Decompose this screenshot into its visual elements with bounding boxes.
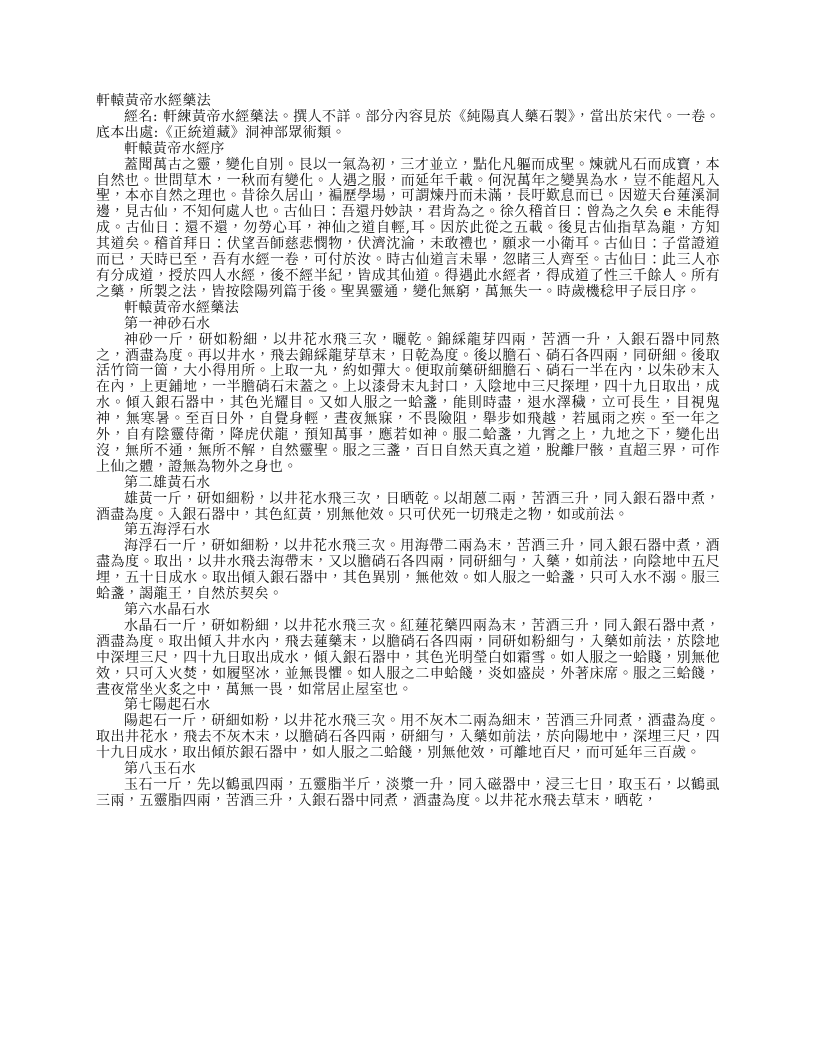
section-body-8-yushi: 玉石一斤，先以鶴虱四兩，五靈脂半斤，淡漿一升，同入磁器中，浸三七日，取玉石，以鶴虱三兩，五靈脂四兩，苦酒三升，入銀石器中同煮，酒盡為度。以井花水飛去草末，晒乾， — [96, 776, 720, 809]
section-body-6-shuijingshi: 水晶石一斤，研如粉細，以井花水飛三次。紅蓮花藥四兩為末，苦酒三升，同入銀石器中煮，酒盡為度。取出傾入井水內，飛去蓮藥末，以膽硝石各四兩，同研如粉細勻，入藥如前法，於陰地中深埋三尺，四十九日取出成水，傾入銀石器中，其色光明瑩白如霜雪。如人服之一蛤賤，別無他效，只可入火焚，如履堅冰，並無畏懼。如人服之二申蛤餞，炎如盛炭，外著床席。服之三蛤餞，晝夜常坐火炙之中，萬無一畏，如常居止屋室也。 — [96, 617, 720, 698]
section-heading-1-shensha: 第一神砂石水 — [124, 315, 211, 332]
section-heading-8-yushi: 第八玉石水 — [124, 761, 196, 778]
preface-heading: 軒轅黃帝水經序 — [124, 140, 225, 157]
section-heading-6-shuijingshi: 第六水晶石水 — [124, 602, 211, 618]
section-heading-2-xionghuang: 第二雄黃石水 — [124, 474, 211, 491]
document-title: 軒轅黃帝水經藥法 — [96, 93, 212, 109]
scripture-title: 軒轅黃帝水經藥法 — [124, 299, 240, 316]
bibliographic-note: 經名: 軒練黃帝水經藥法。撰人不詳。部分內容見於《純陽真人藥石製》，當出於宋代。一卷。底本出處:《正統道藏》洞神部眾術類。 — [96, 108, 720, 141]
section-heading-5-haifushi: 第五海浮石水 — [124, 522, 211, 539]
preface-body: 蓋聞萬古之靈，變化自別。艮以一氣為初，三才並立，點化凡軀而成聖。煉就凡石而成寶，本自然也。世問草木，一秋而有變化。人遇之服，而延年千載。何況萬年之變異為水，豈不能超凡入聖，本亦自然之理也。昔徐久居山，褊歷學場，可謂煉丹而未滿，長吁歎息而已。因遊天台蓮溪洞邊，見古仙，不知何處人也。古仙曰：吾還丹妙訣，君肯為之。徐久稽首曰：曾為之久矣 e 未能得成。古仙日：還不還，勿勞心耳，神仙之道自輕,耳。因於此從之五載。後見古仙指草為龍，方知其道矣。稽首拜日：伏望吾師慈悲憫物，伏濟沈淪，未敢禮也，願求一小衛耳。古仙日：子當證道而已，天時已至，吾有水經一卷，可付於汝。時古仙道言未畢，忽睹三人齊至。古仙曰：此三人亦有分成道，授於四人水經，後不經半紀，皆成其仙道。得遇此水經者，得成道了性三千餘人。所有之藥，所製之法，皆按陰陽列篇于後。聖異靈通，變化無窮，萬無失一。時歲機稔甲子辰日序。 — [96, 156, 720, 300]
section-heading-7-yangqishi: 第七陽起石水 — [124, 697, 211, 714]
section-body-5-haifushi: 海浮石一斤，研如細粉，以井花水飛三次。用海帶二兩為末，苦酒三升，同入銀石器中煮，酒盡為度。取出，以井水飛去海帶末，又以膽硝石各四兩，同研細勻，入藥，如前法，向陰地中五尺埋，五十日成水。取出傾入銀石器中，其色異別，無他效。如人服之一蛤盞，只可入水不溺。服三蛤盞，謁龍王，自然於契矣。 — [96, 538, 720, 603]
section-body-1-shensha: 神砂一斤，研如粉細，以井花水飛三次，曬乾。錦綵龍芽四兩，苦酒一升，入銀石器中同熬之，酒盡為度。再以井水，飛去錦綵龍芽草末，日乾為度。後以膽石、硝石各四兩，同研細。後取活竹筒一箇，大小得用所。上取一丸，約如彈大。便取前藥研細膽石、硝石一半在內，以朱砂末入在內，上更鋪地，一半膽硝石末蓋之。上以漆骨末丸封口，入陰地中三尺探埋，四十九日取出，成水。傾入銀石器中，其色光耀目。又如人服之一蛤盞，能則時盡，退水澤穢，立可長生，目視鬼神，無寒暑。至百日外，自覺身輕，晝夜無寐，不畏險阻，舉步如飛越，若風雨之疾。至一年之外，自有陰靈侍衛，降虎伏龍，預知萬事，應若如神。服二蛤盞，九霄之上，九地之下，變化出沒，無所不通，無所不解，自然靈聖。服之三盞，百日自然天真之道，脫離尸骸，直超三界，可作上仙之體，證無為物外之身也。 — [96, 331, 720, 475]
section-body-2-xionghuang: 雄黃一斤，研如細粉，以井花水飛三次，日晒乾。以胡蒽二兩，苦酒三升，同入銀石器中煮，酒盡為度。入銀石器中，其色紅黃，別無他效。只可伏死一切飛走之物，如或前法。 — [96, 490, 720, 523]
section-body-7-yangqishi: 陽起石一斤，研細如粉，以井花水飛三次。用不灰木二兩為細末，苦酒三升同煮，酒盡為度。取出井花水，飛去不灰木末，以膽硝石各四兩，研細勻，入藥如前法，於向陽地中，深埋三尺，四十九日成水，取出傾於銀石器中，如人服之二蛤餞，別無他效，可離地百尺，而可延年三百歲。 — [96, 713, 720, 762]
